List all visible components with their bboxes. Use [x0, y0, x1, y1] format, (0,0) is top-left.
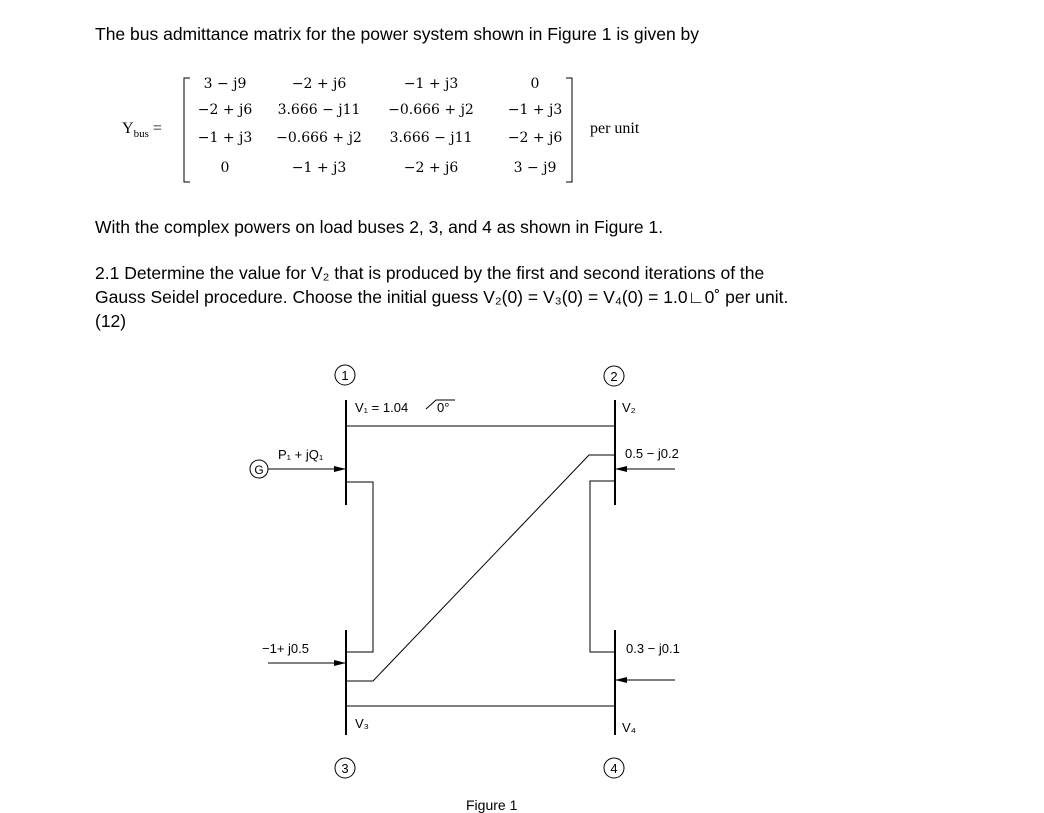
bus3-arrow	[334, 660, 346, 666]
intro-text: The bus admittance matrix for the power system shown in Figure 1 is given by	[95, 24, 700, 44]
with-text: With the complex powers on load buses 2, 3, and 4 as shown in Figure 1.	[95, 217, 664, 237]
matrix-cell: −1 + j3	[197, 130, 253, 146]
p1-q1-label: P₁ + jQ₁	[278, 447, 324, 462]
matrix-cell: 3.666 − j11	[277, 102, 361, 118]
bus3-load-label: −1+ j0.5	[262, 641, 309, 656]
bus1-number: 1	[341, 368, 349, 383]
v1-label: V₁ = 1.04	[355, 400, 409, 415]
line-1-3	[346, 482, 373, 652]
line-3-2	[346, 455, 615, 681]
v2-label: V₂	[622, 400, 636, 415]
bus2-load-arrow	[615, 466, 627, 472]
v4-label: V₄	[622, 720, 636, 735]
bus4-load-arrow	[615, 677, 627, 683]
matrix-cell: −1 + j3	[403, 76, 459, 92]
matrix-cell: −2 + j6	[291, 76, 347, 92]
gen-arrow	[334, 466, 346, 472]
matrix-cell: −1 + j3	[507, 102, 563, 118]
v1-angle: 0°	[437, 400, 450, 415]
v3-label: V₃	[355, 716, 369, 731]
figure-caption: Figure 1	[466, 797, 518, 813]
matrix-cell: 3.666 − j11	[389, 130, 473, 146]
generator-label: G	[254, 463, 264, 477]
matrix-cell: 0	[220, 160, 230, 176]
matrix-cell: 0	[530, 76, 540, 92]
bus4-number: 4	[610, 761, 618, 776]
matrix-cell: −0.666 + j2	[388, 102, 474, 118]
ybus-label: $Y_{bus}$ =	[122, 120, 162, 141]
question-line-3: (12)	[95, 311, 127, 331]
matrix-cell: 3 − j9	[203, 76, 247, 92]
bus2-number: 2	[610, 369, 618, 384]
question-line-1: 2.1 Determine the value for V₂ that is produced by the first and second iterations of the	[95, 263, 765, 283]
bus3-number: 3	[341, 761, 349, 776]
line-2-4	[590, 481, 615, 652]
question-line-2: Gauss Seidel procedure. Choose the initial guess V₂(0) = V₃(0) = V₄(0) = 1.0∟0˚ per unit.	[95, 287, 789, 307]
bus4-load-label: 0.3 − j0.1	[626, 641, 680, 656]
matrix-cell: 3 − j9	[513, 160, 557, 176]
matrix-cell: −0.666 + j2	[276, 130, 362, 146]
per-unit-label: per unit	[590, 120, 640, 137]
matrix-cell: −1 + j3	[291, 160, 347, 176]
matrix-cell: −2 + j6	[197, 102, 253, 118]
matrix-cell: −2 + j6	[507, 130, 563, 146]
matrix-cell: −2 + j6	[403, 160, 459, 176]
bus2-load-label: 0.5 − j0.2	[625, 446, 679, 461]
